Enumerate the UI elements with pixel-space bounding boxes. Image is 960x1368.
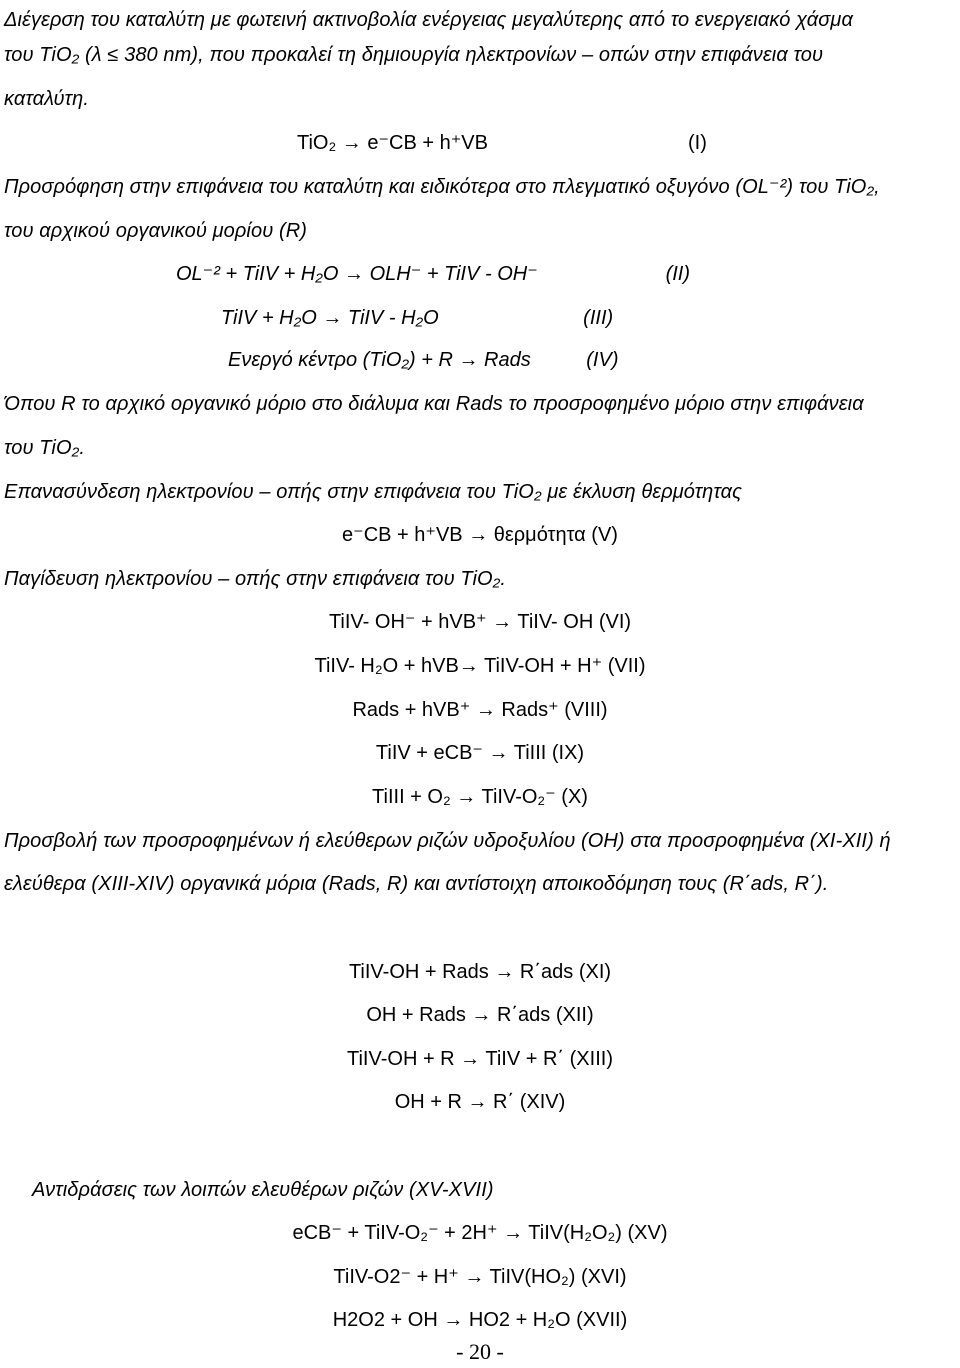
- paragraph-excitation-line-1: Διέγερση του καταλύτη με φωτεινή ακτινοβολία ενέργειας μεγαλύτερης από το ενεργειακό χάσμα: [4, 9, 853, 31]
- paragraph-attack-line-1: Προσβολή των προσροφημένων ή ελεύθερων ριζών υδροξυλίου (OH) στα προσροφημένα (XI-XII) ή: [4, 830, 891, 852]
- equation-IV: Ενεργό κέντρο (TiO₂) + R → Rads (IV): [228, 349, 619, 371]
- equation-II: OL⁻² + TiIV + H₂O → OLH⁻ + TiIV - OH⁻ (II): [176, 263, 691, 285]
- paragraph-trapping: Παγίδευση ηλεκτρονίου – οπής στην επιφάνεια του TiO₂.: [4, 568, 507, 590]
- paragraph-excitation-line-2: του TiO₂ (λ ≤ 380 nm), που προκαλεί τη δημιουργία ηλεκτρονίων – οπών στην επιφάνεια του: [4, 44, 824, 66]
- equation-XIV: OH + R → R΄ (XIV): [394, 1091, 566, 1113]
- equation-I: TiO₂ → e⁻CB + h⁺VB (I): [297, 132, 707, 154]
- equation-V: e⁻CB + h⁺VB → θερμότητα (V): [342, 524, 618, 546]
- equation-IX: TiIV + eCB⁻ → TiIII (IX): [375, 742, 585, 764]
- equation-XIII: TiIV-OH + R → TiIV + R΄ (XIII): [347, 1048, 613, 1070]
- equation-VII: TiIV- H₂O + hVB→ TiIV-OH + H⁺ (VII): [314, 655, 646, 677]
- equation-XV: eCB⁻ + TiIV-O₂⁻ + 2H⁺ → TiIV(H₂O₂) (XV): [292, 1222, 668, 1244]
- paragraph-adsorption-line-1: Προσρόφηση στην επιφάνεια του καταλύτη και ειδικότερα στο πλεγματικό οξυγόνο (OL⁻²) του TiO₂,: [4, 176, 880, 198]
- paragraph-where-line-1: Όπου R το αρχικό οργανικό μόριο στο διάλυμα και Rads το προσροφημένο μόριο στην επιφάνεια: [4, 393, 864, 415]
- page-number: - 20 -: [456, 1339, 504, 1364]
- equation-VI: TiIV- OH⁻ + hVB⁺ → TiIV- OH (VI): [328, 611, 632, 633]
- equation-III: TiIV + H₂O → TiIV - H₂O (III): [221, 307, 614, 329]
- paragraph-attack-line-2: ελεύθερα (XIII-XIV) οργανικά μόρια (Rads, R) και αντίστοιχη αποικοδόμηση τους (R΄ads, R΄).: [4, 873, 829, 895]
- paragraph-excitation-line-3: καταλύτη.: [4, 88, 90, 110]
- equation-VIII: Rads + hVB⁺ → Rads⁺ (VIII): [352, 699, 608, 721]
- paragraph-where-line-2: του TiO₂.: [4, 437, 85, 459]
- paragraph-recombination: Επανασύνδεση ηλεκτρονίου – οπής στην επιφάνεια του TiO₂ με έκλυση θερμότητας: [4, 481, 742, 503]
- equation-XVII: H2O2 + OH → HO2 + H₂O (XVII): [332, 1309, 628, 1331]
- paragraph-other-radicals: Αντιδράσεις των λοιπών ελευθέρων ριζών (XV-XVII): [32, 1179, 494, 1201]
- equation-XVI: TiIV-O2⁻ + H⁺ → TiIV(HO₂) (XVI): [333, 1266, 627, 1288]
- equation-X: TiIII + O₂ → TiIV-O₂⁻ (X): [372, 786, 588, 808]
- equation-XI: TiIV-OH + Rads → R΄ads (XI): [348, 961, 612, 983]
- equation-XII: OH + Rads → R΄ads (XII): [366, 1004, 594, 1026]
- paragraph-adsorption-line-2: του αρχικού οργανικού μορίου (R): [4, 220, 308, 242]
